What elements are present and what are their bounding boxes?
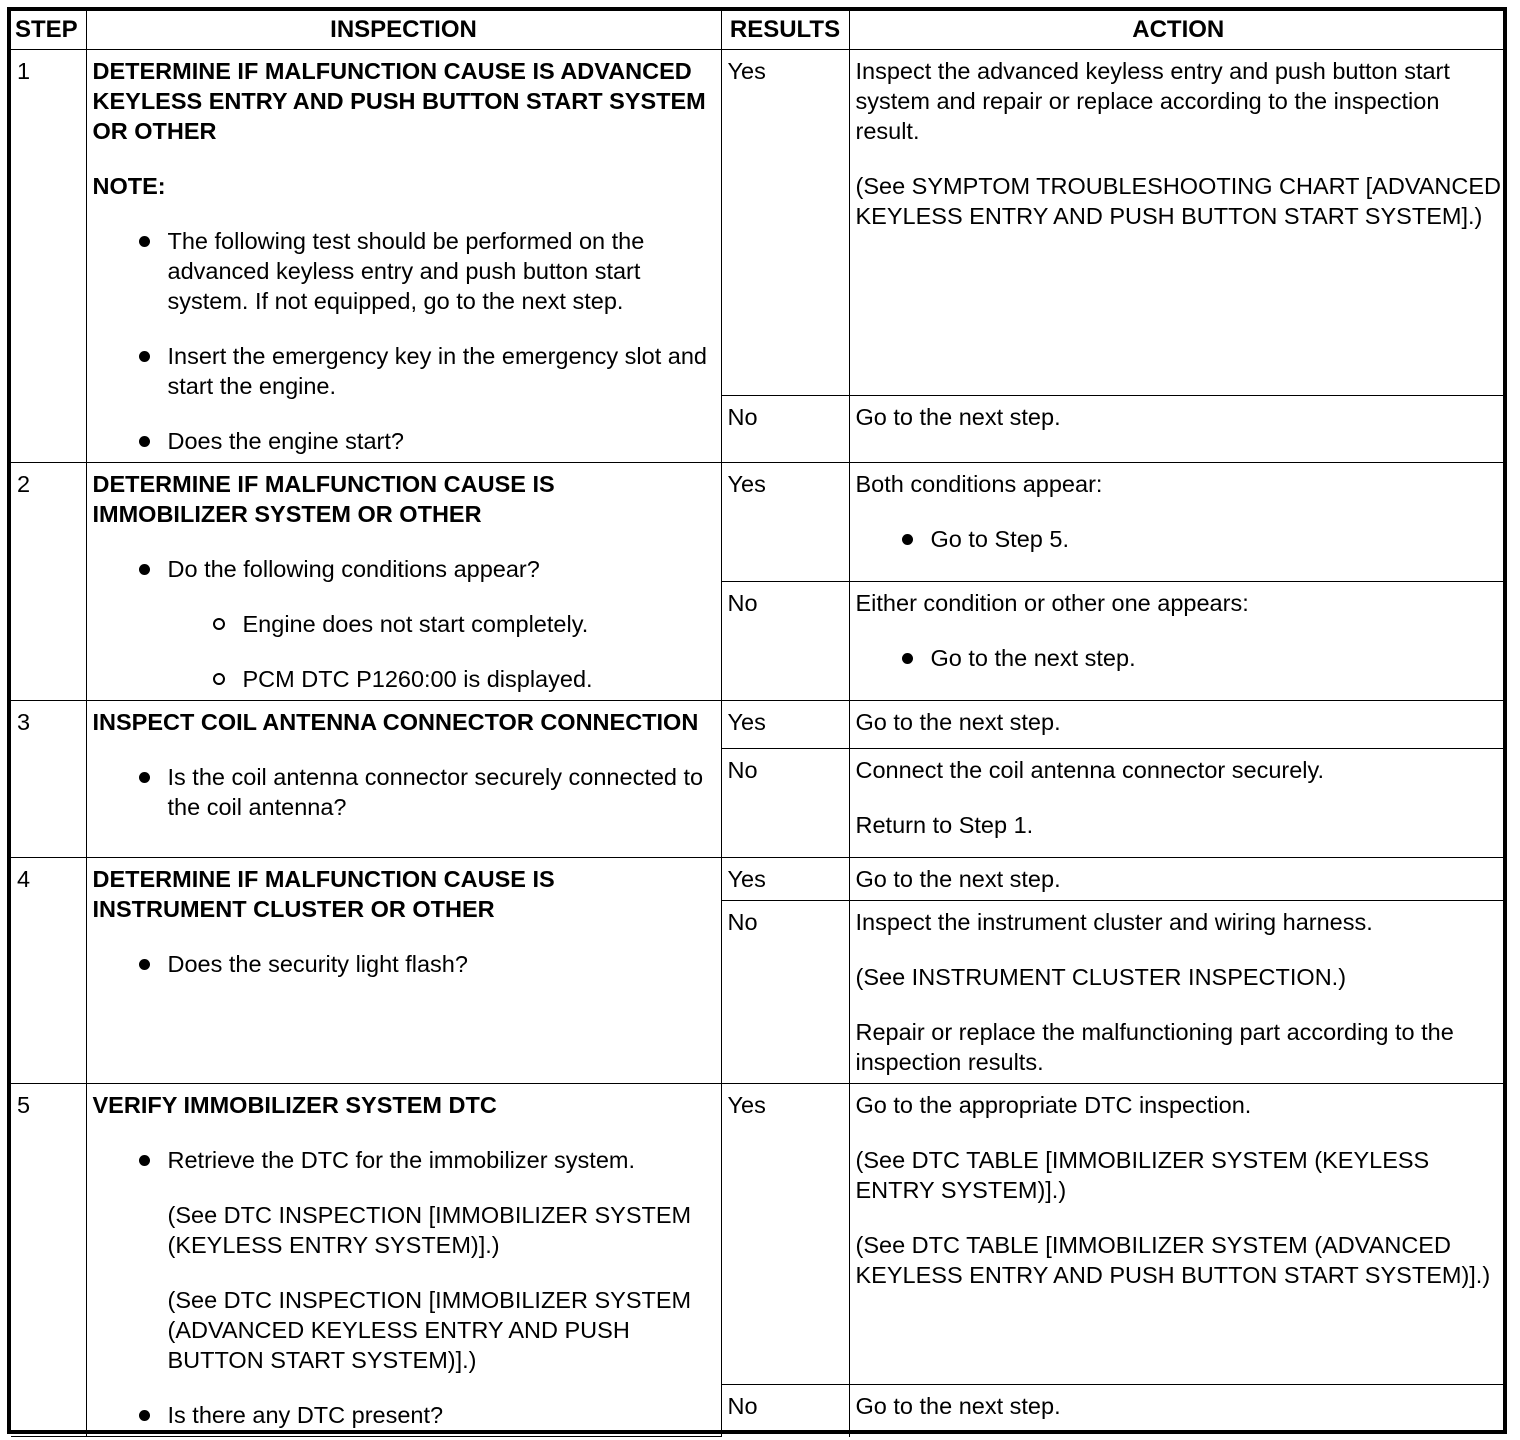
bullet-icon	[139, 1410, 150, 1421]
action-text: Return to Step 1.	[855, 812, 1034, 838]
action-no	[849, 582, 1507, 701]
action-text: Go to the appropriate DTC inspection.	[855, 1092, 1252, 1118]
header-inspection: INSPECTION	[86, 11, 721, 50]
bullet-text: Does the engine start?	[167, 428, 404, 454]
action-text: (See INSTRUMENT CLUSTER INSPECTION.)	[855, 964, 1347, 990]
bullet-item	[93, 949, 715, 979]
table-row	[11, 858, 1507, 901]
bullet-text: Is the coil antenna connector securely connected to the coil antenna?	[167, 764, 704, 820]
inspection-cell	[86, 50, 721, 463]
action-no	[849, 395, 1507, 462]
inspection-cell	[86, 858, 721, 1084]
bullet-icon	[139, 959, 150, 970]
action-text: Connect the coil antenna connector securely.	[855, 757, 1325, 783]
bullet-text: Do the following conditions appear?	[167, 556, 540, 582]
action-no	[849, 1384, 1507, 1436]
bullet-text: Does the security light flash?	[167, 951, 468, 977]
action-yes	[849, 858, 1507, 901]
troubleshooting-table-frame	[7, 7, 1507, 1434]
bullet-icon	[902, 534, 913, 545]
troubleshooting-table	[11, 11, 1507, 1437]
action-text: Go to the next step.	[855, 1392, 1061, 1419]
bullet-text: Go to Step 5.	[930, 526, 1069, 552]
bullet-text: PCM DTC P1260:00 is displayed.	[242, 666, 593, 692]
inspection-title: DETERMINE IF MALFUNCTION CAUSE IS IMMOBILIZER SYSTEM OR OTHER	[92, 471, 555, 527]
inspection-title: INSPECT COIL ANTENNA CONNECTOR CONNECTION	[92, 709, 699, 735]
inspection-cell	[86, 1084, 721, 1437]
bullet-item	[93, 554, 715, 584]
step-number: 4	[11, 858, 86, 1084]
bullet-icon	[139, 351, 150, 362]
header-action: ACTION	[849, 11, 1507, 50]
action-text: Either condition or other one appears:	[855, 590, 1249, 616]
bullet-item	[93, 341, 715, 401]
result-yes: Yes	[721, 1084, 849, 1385]
action-text: Go to the next step.	[855, 866, 1061, 892]
action-yes	[849, 1084, 1507, 1385]
reference-text: (See DTC INSPECTION [IMMOBILIZER SYSTEM (ADVANCED KEYLESS ENTRY AND PUSH BUTTON START SYSTEM)].)	[167, 1287, 692, 1373]
bullet-item	[93, 426, 715, 456]
header-row	[11, 11, 1507, 50]
action-text: Inspect the advanced keyless entry and push button start system and repair or replace according to the inspection result.	[855, 58, 1450, 144]
step-number: 2	[11, 463, 86, 701]
table-row	[11, 50, 1507, 396]
bullet-text: The following test should be performed on the advanced keyless entry and push button start system. If not equipped, go to the next step.	[167, 228, 645, 314]
action-text: Both conditions appear:	[855, 471, 1103, 497]
result-yes: Yes	[721, 858, 849, 901]
sub-bullet-item	[93, 664, 715, 694]
action-text: (See SYMPTOM TROUBLESHOOTING CHART [ADVANCED KEYLESS ENTRY AND PUSH BUTTON START SYSTEM].)	[855, 173, 1502, 229]
step-number: 5	[11, 1084, 86, 1437]
table-row	[11, 463, 1507, 582]
circle-bullet-icon	[213, 618, 225, 630]
action-text: Inspect the instrument cluster and wiring harness.	[855, 909, 1373, 935]
bullet-item	[93, 226, 715, 316]
bullet-text: Retrieve the DTC for the immobilizer system.	[167, 1147, 636, 1173]
action-text: (See DTC TABLE [IMMOBILIZER SYSTEM (KEYLESS ENTRY SYSTEM)].)	[855, 1147, 1430, 1203]
result-yes: Yes	[721, 701, 849, 749]
step-number: 1	[11, 50, 86, 463]
bullet-text: Insert the emergency key in the emergency slot and start the engine.	[167, 343, 707, 399]
note-label: NOTE:	[92, 173, 166, 199]
action-text: (See DTC TABLE [IMMOBILIZER SYSTEM (ADVANCED KEYLESS ENTRY AND PUSH BUTTON START SYSTEM)].)	[855, 1232, 1491, 1288]
action-no	[849, 749, 1507, 858]
result-no: No	[721, 395, 849, 462]
inspection-cell	[86, 701, 721, 858]
header-step: STEP	[11, 11, 86, 50]
result-no: No	[721, 582, 849, 701]
bullet-item	[856, 643, 1502, 673]
inspection-title: DETERMINE IF MALFUNCTION CAUSE IS INSTRUMENT CLUSTER OR OTHER	[92, 866, 555, 922]
inspection-title: DETERMINE IF MALFUNCTION CAUSE IS ADVANCED KEYLESS ENTRY AND PUSH BUTTON START SYSTEM OR OTHER	[92, 58, 706, 144]
bullet-icon	[139, 1155, 150, 1166]
bullet-item	[856, 524, 1502, 554]
bullet-item	[93, 1145, 715, 1175]
result-yes: Yes	[721, 463, 849, 582]
bullet-text: Go to the next step.	[930, 645, 1136, 671]
step-number: 3	[11, 701, 86, 858]
bullet-icon	[902, 653, 913, 664]
inspection-title: VERIFY IMMOBILIZER SYSTEM DTC	[92, 1092, 497, 1118]
result-no: No	[721, 901, 849, 1084]
action-no	[849, 901, 1507, 1084]
sub-bullet-item	[93, 609, 715, 639]
result-no: No	[721, 1384, 849, 1436]
bullet-icon	[139, 236, 150, 247]
action-yes	[849, 463, 1507, 582]
circle-bullet-icon	[213, 673, 225, 685]
reference-text: (See DTC INSPECTION [IMMOBILIZER SYSTEM (KEYLESS ENTRY SYSTEM)].)	[167, 1202, 692, 1258]
result-yes: Yes	[721, 50, 849, 396]
bullet-text: Is there any DTC present?	[167, 1402, 444, 1428]
table-row	[11, 1084, 1507, 1385]
result-no: No	[721, 749, 849, 858]
bullet-icon	[139, 564, 150, 575]
bullet-icon	[139, 436, 150, 447]
bullet-icon	[139, 772, 150, 783]
table-row	[11, 701, 1507, 749]
bullet-text: Engine does not start completely.	[242, 611, 589, 637]
action-text: Go to the next step.	[855, 403, 1061, 430]
action-text: Go to the next step.	[855, 709, 1061, 735]
inspection-cell	[86, 463, 721, 701]
bullet-item	[93, 762, 715, 822]
header-results: RESULTS	[721, 11, 849, 50]
action-text: Repair or replace the malfunctioning part according to the inspection results.	[855, 1019, 1454, 1075]
action-yes	[849, 50, 1507, 396]
action-yes	[849, 701, 1507, 749]
bullet-item	[93, 1400, 715, 1430]
